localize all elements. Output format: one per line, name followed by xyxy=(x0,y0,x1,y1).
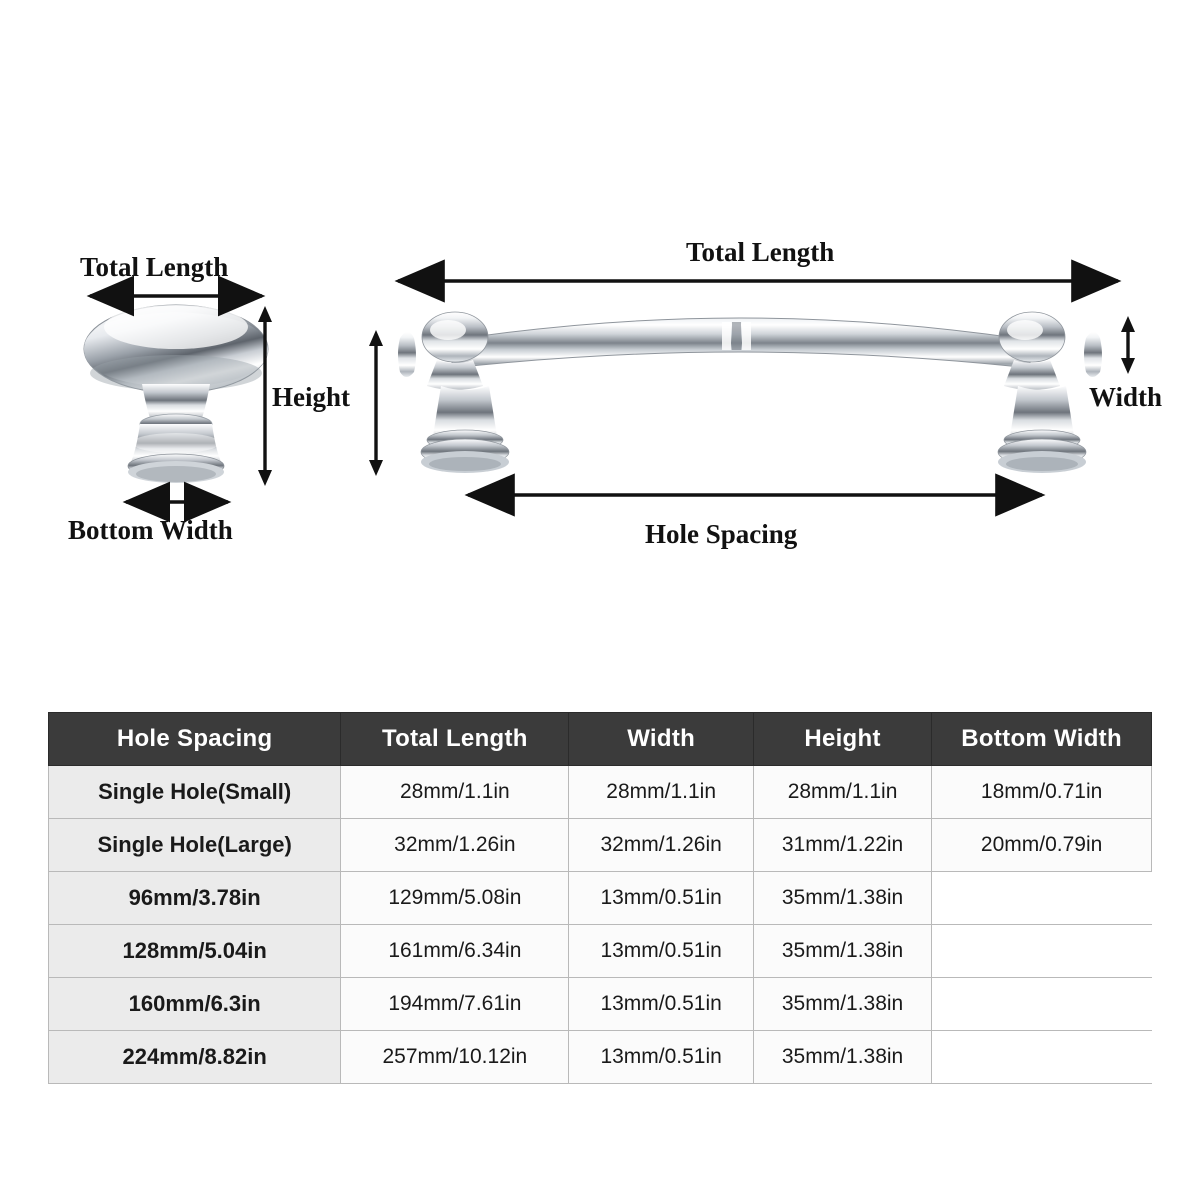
handle-width-arrow xyxy=(1121,316,1135,374)
cell-height: 35mm/1.38in xyxy=(753,925,931,978)
cell-hole-spacing: Single Hole(Small) xyxy=(49,766,341,819)
cell-height: 35mm/1.38in xyxy=(753,978,931,1031)
cell-width: 13mm/0.51in xyxy=(569,872,754,925)
cell-width: 13mm/0.51in xyxy=(569,1031,754,1084)
cell-width: 13mm/0.51in xyxy=(569,978,754,1031)
handle-height-arrow xyxy=(369,330,383,476)
cell-bottom-width: 20mm/0.79in xyxy=(932,819,1152,872)
column-header-width: Width xyxy=(569,713,754,766)
cell-total-length: 28mm/1.1in xyxy=(341,766,569,819)
table-header-row xyxy=(49,713,1152,766)
table-row xyxy=(49,819,1152,872)
table-row xyxy=(49,978,1152,1031)
column-header-height: Height xyxy=(753,713,931,766)
cell-width: 32mm/1.26in xyxy=(569,819,754,872)
cell-hole-spacing: 224mm/8.82in xyxy=(49,1031,341,1084)
cell-bottom-width xyxy=(932,925,1152,978)
handle-hole-spacing-label: Hole Spacing xyxy=(645,519,798,549)
cell-total-length: 257mm/10.12in xyxy=(341,1031,569,1084)
table-row xyxy=(49,766,1152,819)
table-row xyxy=(49,925,1152,978)
cell-bottom-width xyxy=(932,1031,1152,1084)
cell-hole-spacing: 96mm/3.78in xyxy=(49,872,341,925)
table-row xyxy=(49,872,1152,925)
table-row xyxy=(49,1031,1152,1084)
cell-bottom-width: 18mm/0.71in xyxy=(932,766,1152,819)
cell-height: 35mm/1.38in xyxy=(753,872,931,925)
cell-hole-spacing: 160mm/6.3in xyxy=(49,978,341,1031)
cell-height: 35mm/1.38in xyxy=(753,1031,931,1084)
cell-total-length: 194mm/7.61in xyxy=(341,978,569,1031)
column-header-total-length: Total Length xyxy=(341,713,569,766)
column-header-hole-spacing: Hole Spacing xyxy=(49,713,341,766)
column-header-bottom-width: Bottom Width xyxy=(932,713,1152,766)
cell-height: 28mm/1.1in xyxy=(753,766,931,819)
handle-illustration xyxy=(398,312,1102,473)
cell-total-length: 129mm/5.08in xyxy=(341,872,569,925)
handle-total-length-label: Total Length xyxy=(686,237,835,267)
cell-bottom-width xyxy=(932,872,1152,925)
knob-bottom-width-label: Bottom Width xyxy=(68,515,233,545)
knob-height-label: Height xyxy=(272,382,350,412)
knob-illustration xyxy=(84,305,268,483)
cell-width: 28mm/1.1in xyxy=(569,766,754,819)
cell-bottom-width xyxy=(932,978,1152,1031)
knob-total-length-label: Total Length xyxy=(80,252,229,282)
cell-height: 31mm/1.22in xyxy=(753,819,931,872)
handle-width-label: Width xyxy=(1089,382,1163,412)
specification-table xyxy=(48,712,1152,1084)
cell-total-length: 161mm/6.34in xyxy=(341,925,569,978)
cell-hole-spacing: Single Hole(Large) xyxy=(49,819,341,872)
cell-width: 13mm/0.51in xyxy=(569,925,754,978)
cell-total-length: 32mm/1.26in xyxy=(341,819,569,872)
cell-hole-spacing: 128mm/5.04in xyxy=(49,925,341,978)
